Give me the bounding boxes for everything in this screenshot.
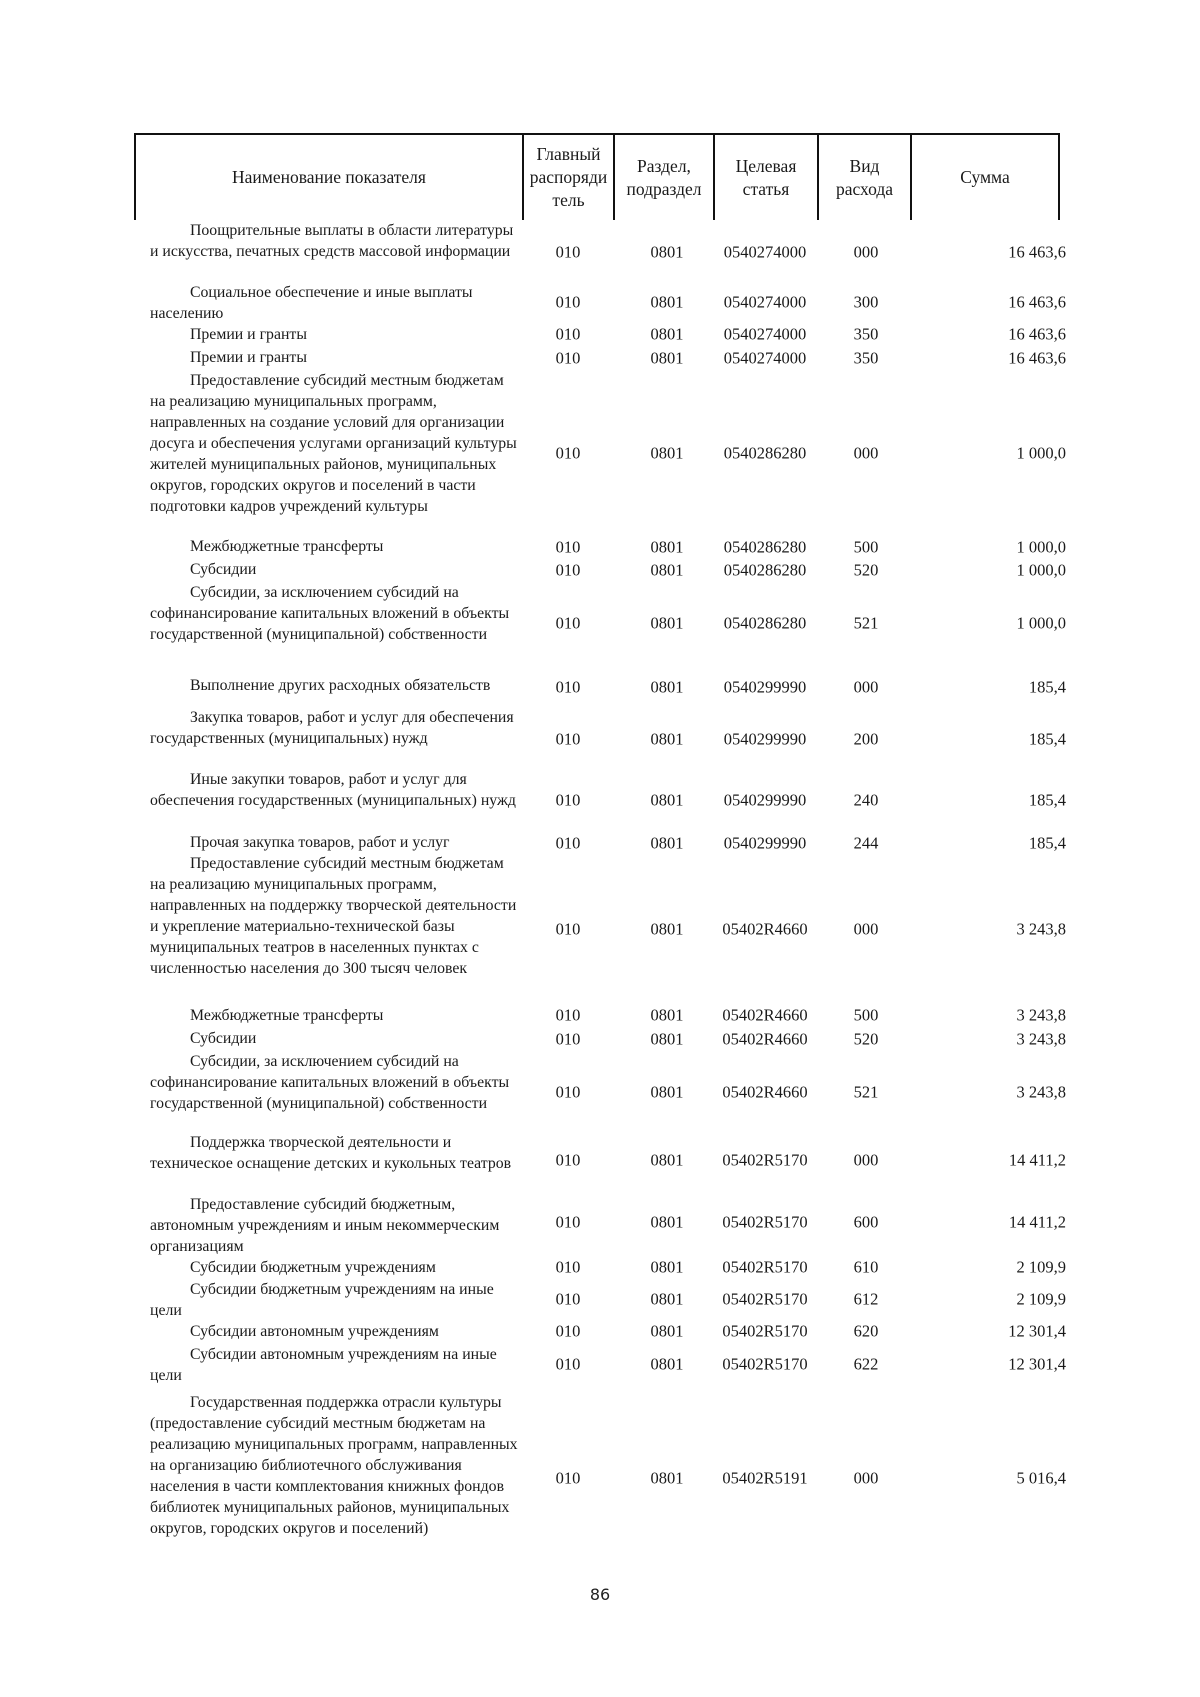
header-divider <box>713 133 715 220</box>
row-section-code: 0801 <box>650 1289 684 1309</box>
row-target-code: 0540286280 <box>723 560 807 580</box>
row-name: Закупка товаров, работ и услуг для обеспечения государственных (муниципальных) нужд <box>150 709 514 747</box>
row-target-code: 0540299990 <box>723 677 807 697</box>
row-section-code: 0801 <box>650 443 684 463</box>
row-admin-code: 010 <box>555 919 581 939</box>
row-name: Субсидии бюджетным учреждениям на иные цели <box>150 1281 494 1319</box>
row-admin-code: 010 <box>555 1005 581 1025</box>
row-target-code: 05402R5170 <box>722 1150 808 1170</box>
row-admin-code: 010 <box>555 1150 581 1170</box>
header-divider <box>522 133 524 220</box>
row-admin-code: 010 <box>555 790 581 810</box>
row-sum: 1 000,0 <box>1016 560 1066 580</box>
row-admin-code: 010 <box>555 324 581 344</box>
header-col-sum: Сумма <box>960 167 1010 187</box>
row-section-code: 0801 <box>650 613 684 633</box>
row-expense-type: 610 <box>853 1257 879 1277</box>
row-sum: 1 000,0 <box>1016 443 1066 463</box>
row-target-code: 0540286280 <box>723 537 807 557</box>
row-expense-type: 521 <box>853 613 879 633</box>
header-left-border <box>134 133 136 220</box>
row-sum: 16 463,6 <box>1008 324 1066 344</box>
row-sum: 3 243,8 <box>1016 919 1066 939</box>
row-name: Прочая закупка товаров, работ и услуг <box>190 834 450 851</box>
row-sum: 185,4 <box>1028 729 1066 749</box>
row-expense-type: 200 <box>853 729 879 749</box>
row-admin-code: 010 <box>555 242 581 262</box>
row-sum: 185,4 <box>1028 677 1066 697</box>
row-admin-code: 010 <box>555 1029 581 1049</box>
row-section-code: 0801 <box>650 1005 684 1025</box>
row-sum: 185,4 <box>1028 833 1066 853</box>
row-admin-code: 010 <box>555 677 581 697</box>
row-target-code: 05402R4660 <box>722 1082 808 1102</box>
row-expense-type: 520 <box>853 1029 879 1049</box>
row-sum: 1 000,0 <box>1016 537 1066 557</box>
row-admin-code: 010 <box>555 560 581 580</box>
row-sum: 16 463,6 <box>1008 242 1066 262</box>
row-target-code: 0540274000 <box>723 292 807 312</box>
row-sum: 1 000,0 <box>1016 613 1066 633</box>
row-sum: 3 243,8 <box>1016 1005 1066 1025</box>
row-expense-type: 240 <box>853 790 879 810</box>
row-sum: 16 463,6 <box>1008 348 1066 368</box>
row-expense-type: 000 <box>853 677 879 697</box>
row-name: Выполнение других расходных обязательств <box>190 677 491 694</box>
row-admin-code: 010 <box>555 1257 581 1277</box>
row-name: Межбюджетные трансферты <box>190 1007 384 1024</box>
row-target-code: 05402R5170 <box>722 1257 808 1277</box>
row-sum: 14 411,2 <box>1008 1150 1066 1170</box>
row-sum: 2 109,9 <box>1016 1289 1066 1309</box>
row-name: Субсидии <box>190 1030 257 1047</box>
row-sum: 185,4 <box>1028 790 1066 810</box>
row-name: Субсидии <box>190 561 257 578</box>
header-divider <box>910 133 912 220</box>
row-name: Субсидии бюджетным учреждениям <box>190 1259 436 1276</box>
row-target-code: 0540274000 <box>723 348 807 368</box>
row-target-code: 0540299990 <box>723 790 807 810</box>
row-target-code: 05402R4660 <box>722 1029 808 1049</box>
row-name: Поддержка творческой деятельности и техническое оснащение детских и кукольных театров <box>150 1134 512 1172</box>
row-target-code: 0540274000 <box>723 324 807 344</box>
row-expense-type: 244 <box>853 833 879 853</box>
row-name: Предоставление субсидий местным бюджетам на реализацию муниципальных программ, направленных на поддержку творческой деятельности и укрепление материально-технической базы муниципальных театров в населенных пунктах с численностью населения до 300 тысяч человек <box>150 855 517 977</box>
row-section-code: 0801 <box>650 833 684 853</box>
header-top-border <box>134 133 1059 135</box>
row-section-code: 0801 <box>650 1468 684 1488</box>
row-target-code: 05402R5170 <box>722 1212 808 1232</box>
row-section-code: 0801 <box>650 560 684 580</box>
row-expense-type: 000 <box>853 919 879 939</box>
row-sum: 12 301,4 <box>1008 1354 1066 1374</box>
row-expense-type: 612 <box>853 1289 879 1309</box>
row-name: Субсидии автономным учреждениям на иные цели <box>150 1346 497 1384</box>
row-expense-type: 521 <box>853 1082 879 1102</box>
row-name: Предоставление субсидий местным бюджетам на реализацию муниципальных программ, направленных на создание условий для организации досуга и обеспечения услугами организаций культуры жителей муниципальных районов, муниципальных округов, городских округов и поселений в части подготовки кадров учреждений культуры <box>150 372 517 515</box>
row-section-code: 0801 <box>650 790 684 810</box>
row-section-code: 0801 <box>650 919 684 939</box>
row-section-code: 0801 <box>650 677 684 697</box>
header-divider <box>817 133 819 220</box>
header-col-name: Наименование показателя <box>232 167 426 187</box>
row-target-code: 05402R4660 <box>722 919 808 939</box>
row-name: Межбюджетные трансферты <box>190 538 384 555</box>
header-col-section: Раздел, подраздел <box>626 155 702 199</box>
row-name: Поощрительные выплаты в области литературы и искусства, печатных средств массовой информации <box>150 222 514 260</box>
row-admin-code: 010 <box>555 443 581 463</box>
row-name: Субсидии, за исключением субсидий на софинансирование капитальных вложений в объекты государственной (муниципальной) собственности <box>150 584 510 643</box>
row-name: Социальное обеспечение и иные выплаты населению <box>150 284 473 322</box>
row-expense-type: 350 <box>853 348 879 368</box>
row-admin-code: 010 <box>555 1468 581 1488</box>
row-target-code: 05402R5170 <box>722 1321 808 1341</box>
row-name: Иные закупки товаров, работ и услуг для обеспечения государственных (муниципальных) нужд <box>150 771 516 809</box>
row-section-code: 0801 <box>650 1257 684 1277</box>
row-admin-code: 010 <box>555 613 581 633</box>
row-name: Субсидии автономным учреждениям <box>190 1323 439 1340</box>
row-expense-type: 000 <box>853 1468 879 1488</box>
row-section-code: 0801 <box>650 729 684 749</box>
row-sum: 2 109,9 <box>1016 1257 1066 1277</box>
row-admin-code: 010 <box>555 537 581 557</box>
row-section-code: 0801 <box>650 1029 684 1049</box>
row-section-code: 0801 <box>650 537 684 557</box>
row-expense-type: 622 <box>853 1354 879 1374</box>
row-admin-code: 010 <box>555 729 581 749</box>
row-section-code: 0801 <box>650 1212 684 1232</box>
row-sum: 3 243,8 <box>1016 1082 1066 1102</box>
row-target-code: 05402R5191 <box>722 1468 808 1488</box>
row-name: Предоставление субсидий бюджетным, автономным учреждениям и иным некоммерческим организациям <box>150 1196 500 1255</box>
row-target-code: 05402R5170 <box>722 1354 808 1374</box>
row-expense-type: 350 <box>853 324 879 344</box>
row-admin-code: 010 <box>555 1354 581 1374</box>
row-section-code: 0801 <box>650 348 684 368</box>
row-expense-type: 300 <box>853 292 879 312</box>
row-name: Премии и гранты <box>190 326 307 343</box>
row-sum: 16 463,6 <box>1008 292 1066 312</box>
row-section-code: 0801 <box>650 324 684 344</box>
row-expense-type: 520 <box>853 560 879 580</box>
row-admin-code: 010 <box>555 1321 581 1341</box>
header-col-target: Целевая статья <box>735 155 797 199</box>
row-sum: 14 411,2 <box>1008 1212 1066 1232</box>
row-target-code: 0540286280 <box>723 613 807 633</box>
row-expense-type: 000 <box>853 443 879 463</box>
row-name: Премии и гранты <box>190 349 307 366</box>
row-target-code: 05402R5170 <box>722 1289 808 1309</box>
row-name: Государственная поддержка отрасли культуры (предоставление субсидий местным бюджетам на реализацию муниципальных программ, направленных на организацию библиотечного обслуживания населения в части комплектования книжных фондов библиотек муниципальных районов, муниципальных округов, городских округов и поселений) <box>150 1394 518 1537</box>
header-col-admin: Главный распоряди тель <box>529 144 608 210</box>
row-sum: 3 243,8 <box>1016 1029 1066 1049</box>
row-target-code: 0540299990 <box>723 729 807 749</box>
row-expense-type: 600 <box>853 1212 879 1232</box>
row-sum: 12 301,4 <box>1008 1321 1066 1341</box>
row-name: Субсидии, за исключением субсидий на софинансирование капитальных вложений в объекты государственной (муниципальной) собственности <box>150 1053 510 1112</box>
row-admin-code: 010 <box>555 1212 581 1232</box>
row-section-code: 0801 <box>650 1354 684 1374</box>
row-section-code: 0801 <box>650 1082 684 1102</box>
row-admin-code: 010 <box>555 833 581 853</box>
row-expense-type: 620 <box>853 1321 879 1341</box>
row-section-code: 0801 <box>650 1150 684 1170</box>
row-section-code: 0801 <box>650 292 684 312</box>
row-admin-code: 010 <box>555 348 581 368</box>
row-sum: 5 016,4 <box>1016 1468 1066 1488</box>
row-expense-type: 500 <box>853 537 879 557</box>
row-admin-code: 010 <box>555 1082 581 1102</box>
row-expense-type: 500 <box>853 1005 879 1025</box>
header-divider <box>613 133 615 220</box>
row-admin-code: 010 <box>555 292 581 312</box>
row-target-code: 0540299990 <box>723 833 807 853</box>
row-target-code: 0540274000 <box>723 242 807 262</box>
row-expense-type: 000 <box>853 1150 879 1170</box>
row-expense-type: 000 <box>853 242 879 262</box>
page-number: 86 <box>589 1585 611 1604</box>
row-section-code: 0801 <box>650 1321 684 1341</box>
row-target-code: 0540286280 <box>723 443 807 463</box>
header-right-border <box>1058 133 1060 220</box>
row-target-code: 05402R4660 <box>722 1005 808 1025</box>
row-section-code: 0801 <box>650 242 684 262</box>
row-admin-code: 010 <box>555 1289 581 1309</box>
header-col-type: Вид расхода <box>835 155 894 199</box>
